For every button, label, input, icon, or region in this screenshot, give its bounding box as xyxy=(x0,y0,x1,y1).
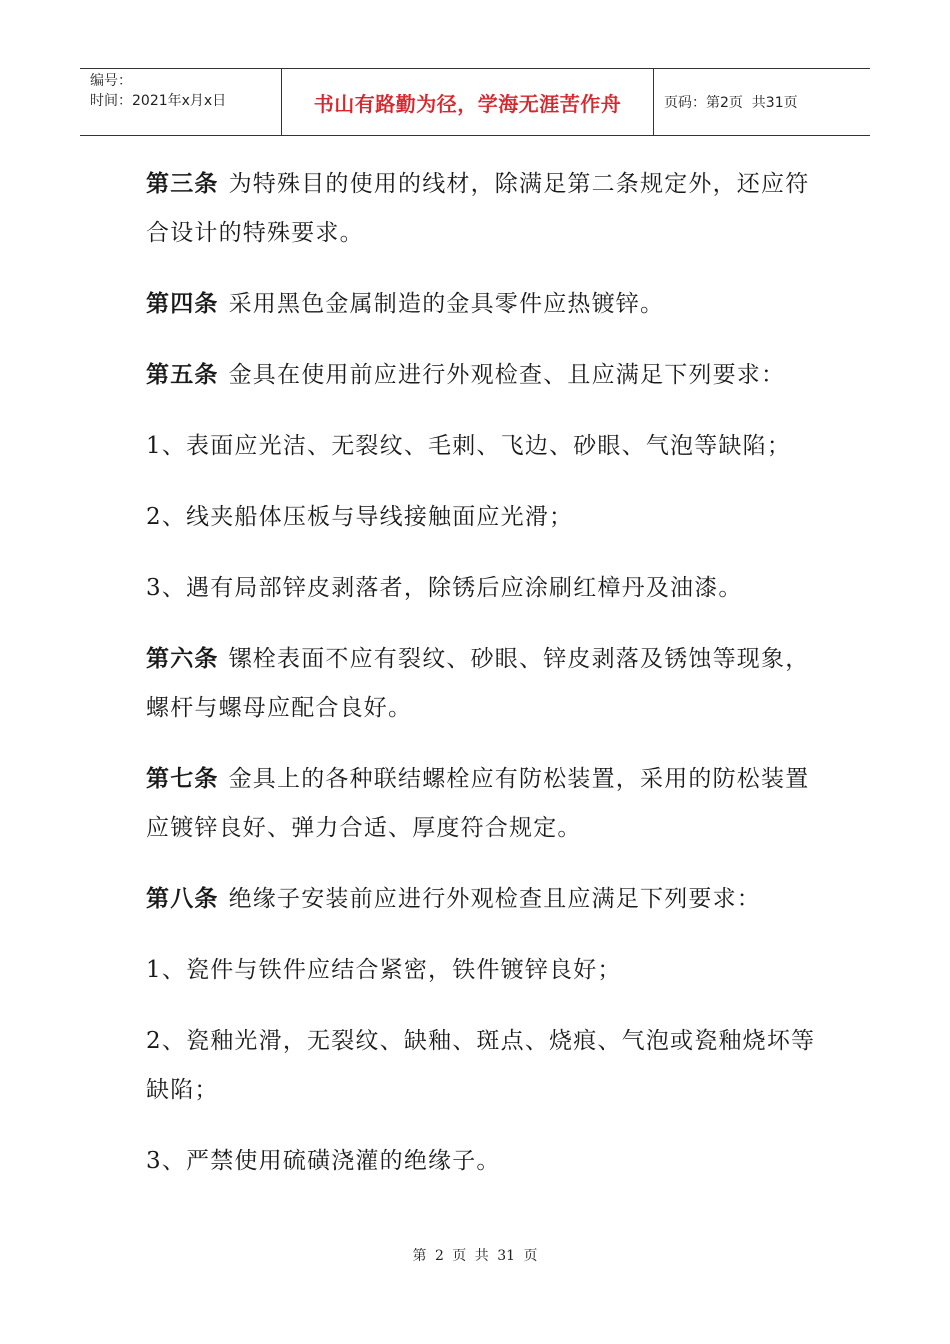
footer-page-number: 第 2 页 共 31 页 xyxy=(412,1248,538,1264)
article-number: 第四条 xyxy=(146,291,219,317)
paragraph xyxy=(146,351,816,400)
paragraph xyxy=(146,280,816,329)
list-item-text: 1、瓷件与铁件应结合紧密，铁件镀锌良好； xyxy=(146,957,622,983)
list-item xyxy=(146,1137,816,1186)
header-page-info: 页码：第2页 共31页 xyxy=(664,95,798,111)
paragraph-text: 镙栓表面不应有裂纹、砂眼、锌皮剥落及锈蚀等现象，螺杆与螺母应配合良好。 xyxy=(146,646,810,721)
list-item xyxy=(146,946,816,995)
page-footer xyxy=(0,1245,950,1265)
document-time-label: 时间：2021年x月x日 xyxy=(90,93,227,109)
article-number: 第三条 xyxy=(146,171,219,197)
list-item-text: 3、遇有局部锌皮剥落者，除锈后应涂刷红樟丹及油漆。 xyxy=(146,575,743,601)
article-number: 第六条 xyxy=(146,646,219,672)
list-item xyxy=(146,1017,816,1115)
paragraph-text: 绝缘子安装前应进行外观检查且应满足下列要求： xyxy=(228,886,762,912)
header-page-cell xyxy=(654,69,870,135)
paragraph xyxy=(146,875,816,924)
paragraph xyxy=(146,160,816,258)
article-number: 第五条 xyxy=(146,362,219,388)
paragraph-text: 为特殊目的使用的线材，除满足第二条规定外，还应符合设计的特殊要求。 xyxy=(146,171,810,246)
list-item xyxy=(146,422,816,471)
list-item-text: 3、严禁使用硫磺浇灌的绝缘子。 xyxy=(146,1148,501,1174)
list-item xyxy=(146,564,816,613)
header-motto: 书山有路勤为径，学海无涯苦作舟 xyxy=(313,91,622,116)
paragraph xyxy=(146,755,816,853)
page-header xyxy=(80,68,870,136)
paragraph-text: 金具在使用前应进行外观检查、且应满足下列要求： xyxy=(228,362,786,388)
header-meta-cell xyxy=(80,69,282,135)
paragraph-text: 采用黑色金属制造的金具零件应热镀锌。 xyxy=(228,291,665,317)
paragraph xyxy=(146,635,816,733)
list-item xyxy=(146,493,816,542)
list-item-text: 1、表面应光洁、无裂纹、毛刺、飞边、砂眼、气泡等缺陷； xyxy=(146,433,792,459)
article-number: 第八条 xyxy=(146,886,219,912)
document-number-label: 编号： xyxy=(90,73,132,89)
document-body xyxy=(146,160,816,1208)
header-motto-cell xyxy=(282,69,654,135)
article-number: 第七条 xyxy=(146,766,219,792)
list-item-text: 2、瓷釉光滑，无裂纹、缺釉、斑点、烧痕、气泡或瓷釉烧坏等缺陷； xyxy=(146,1028,816,1103)
paragraph-text: 金具上的各种联结螺栓应有防松装置，采用的防松装置应镀锌良好、弹力合适、厚度符合规定。 xyxy=(146,766,810,841)
list-item-text: 2、线夹船体压板与导线接触面应光滑； xyxy=(146,504,574,530)
